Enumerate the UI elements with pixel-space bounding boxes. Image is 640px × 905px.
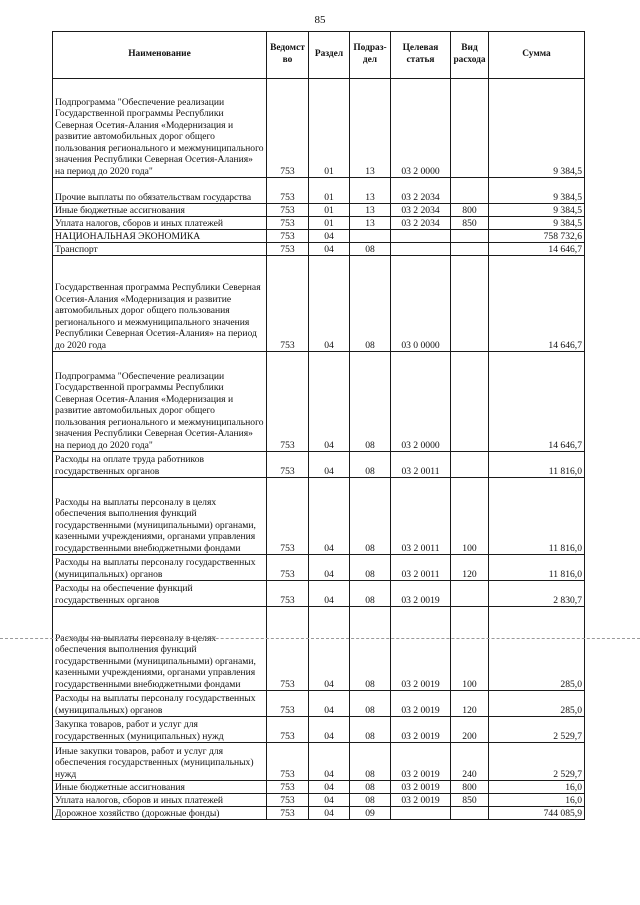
cell-podrazdel: 08 (350, 352, 391, 452)
cell-podrazdel: 08 (350, 743, 391, 781)
cell-ved: 753 (267, 243, 309, 256)
cell-name: Расходы на выплаты персоналу в целях обеспечения выполнения функций государственными (муниципальными) органами, казенными учреждениями, органами управления государственными внебюджетными фондами (53, 607, 267, 691)
cell-vid (451, 352, 489, 452)
cell-sum: 9 384,5 (489, 204, 585, 217)
cell-sum: 285,0 (489, 691, 585, 717)
cell-name: Иные закупки товаров, работ и услуг для обеспечения государственных (муниципальных) нужд (53, 743, 267, 781)
cell-name: Расходы на обеспечение функций государственных органов (53, 581, 267, 607)
table-row (53, 717, 585, 743)
cell-target: 03 2 0000 (391, 352, 451, 452)
cell-razdel: 04 (309, 691, 350, 717)
cell-podrazdel: 08 (350, 691, 391, 717)
cell-vid: 120 (451, 691, 489, 717)
cell-podrazdel: 08 (350, 781, 391, 794)
cell-name: Закупка товаров, работ и услуг для государственных (муниципальных) нужд (53, 717, 267, 743)
cell-razdel: 04 (309, 781, 350, 794)
table-row (53, 452, 585, 478)
cell-target: 03 2 0000 (391, 79, 451, 178)
cell-sum: 14 646,7 (489, 256, 585, 352)
cell-ved: 753 (267, 607, 309, 691)
cell-sum: 285,0 (489, 607, 585, 691)
cell-sum: 11 816,0 (489, 555, 585, 581)
header-sum: Сумма (489, 32, 585, 79)
cell-ved: 753 (267, 717, 309, 743)
page-number: 85 (314, 14, 326, 26)
cell-sum: 11 816,0 (489, 452, 585, 478)
cell-podrazdel: 08 (350, 581, 391, 607)
cell-podrazdel: 13 (350, 79, 391, 178)
header-vedomstvo: Ведомст во (267, 32, 309, 79)
cell-target: 03 2 2034 (391, 204, 451, 217)
cell-sum: 11 816,0 (489, 478, 585, 555)
cell-razdel: 04 (309, 717, 350, 743)
cell-vid (451, 256, 489, 352)
cell-vid: 240 (451, 743, 489, 781)
cell-target: 03 0 0000 (391, 256, 451, 352)
cell-target: 03 2 0019 (391, 781, 451, 794)
cell-podrazdel: 13 (350, 217, 391, 230)
cell-ved: 753 (267, 555, 309, 581)
cell-podrazdel: 13 (350, 178, 391, 204)
cell-name: Дорожное хозяйство (дорожные фонды) (53, 807, 267, 820)
cell-razdel: 04 (309, 256, 350, 352)
cell-ved: 753 (267, 217, 309, 230)
cell-ved: 753 (267, 691, 309, 717)
table-row (53, 807, 585, 820)
cell-razdel: 04 (309, 607, 350, 691)
cell-sum: 2 529,7 (489, 717, 585, 743)
cell-razdel: 04 (309, 352, 350, 452)
table-row (53, 555, 585, 581)
cell-target: 03 2 0011 (391, 555, 451, 581)
cell-vid: 100 (451, 607, 489, 691)
header-razdel: Раздел (309, 32, 350, 79)
cell-ved: 753 (267, 352, 309, 452)
cell-podrazdel: 08 (350, 256, 391, 352)
cell-ved: 753 (267, 256, 309, 352)
cell-ved: 753 (267, 230, 309, 243)
cell-sum: 9 384,5 (489, 178, 585, 204)
cell-sum: 758 732,6 (489, 230, 585, 243)
cell-ved: 753 (267, 204, 309, 217)
cell-razdel: 04 (309, 555, 350, 581)
cell-vid: 800 (451, 204, 489, 217)
cell-ved: 753 (267, 743, 309, 781)
cell-razdel: 04 (309, 452, 350, 478)
cell-ved: 753 (267, 581, 309, 607)
cell-target: 03 2 0019 (391, 691, 451, 717)
cell-sum: 16,0 (489, 794, 585, 807)
cell-sum: 16,0 (489, 781, 585, 794)
cell-vid (451, 178, 489, 204)
cell-vid (451, 807, 489, 820)
cell-ved: 753 (267, 794, 309, 807)
table-row (53, 217, 585, 230)
cell-vid: 850 (451, 794, 489, 807)
cell-target: 03 2 0019 (391, 581, 451, 607)
table-row (53, 607, 585, 691)
cell-target: 03 2 0019 (391, 794, 451, 807)
cell-razdel: 04 (309, 743, 350, 781)
cell-target: 03 2 0019 (391, 717, 451, 743)
cell-vid: 200 (451, 717, 489, 743)
table-row (53, 230, 585, 243)
cell-name: Транспорт (53, 243, 267, 256)
table-header-row (53, 32, 585, 79)
cell-sum: 9 384,5 (489, 217, 585, 230)
cell-razdel: 04 (309, 243, 350, 256)
cell-razdel: 01 (309, 204, 350, 217)
cell-name: Расходы на выплаты персоналу государственных (муниципальных) органов (53, 691, 267, 717)
cell-name: Подпрограмма "Обеспечение реализации Государственной программы Республики Северная Осетия-Алания «Модернизация и развитие автомобильных дорог общего пользования регионального и межмуниципального значения Республики Северная Осетия-Алания» на период до 2020 года" (53, 352, 267, 452)
cell-name: НАЦИОНАЛЬНАЯ ЭКОНОМИКА (53, 230, 267, 243)
header-vid: Вид расхода (451, 32, 489, 79)
cell-name: Иные бюджетные ассигнования (53, 781, 267, 794)
cell-podrazdel: 09 (350, 807, 391, 820)
cell-ved: 753 (267, 79, 309, 178)
scan-fold-line (0, 638, 640, 639)
table-row (53, 691, 585, 717)
cell-podrazdel (350, 230, 391, 243)
cell-vid: 850 (451, 217, 489, 230)
cell-podrazdel: 13 (350, 204, 391, 217)
cell-target (391, 230, 451, 243)
cell-target: 03 2 0011 (391, 452, 451, 478)
header-podrazdel: Подраз- дел (350, 32, 391, 79)
header-target: Целевая статья (391, 32, 451, 79)
table-row (53, 478, 585, 555)
cell-vid (451, 243, 489, 256)
cell-vid (451, 230, 489, 243)
cell-razdel: 01 (309, 217, 350, 230)
cell-vid: 100 (451, 478, 489, 555)
cell-podrazdel: 08 (350, 452, 391, 478)
cell-target (391, 807, 451, 820)
table-row (53, 794, 585, 807)
cell-podrazdel: 08 (350, 478, 391, 555)
table-row (53, 743, 585, 781)
cell-razdel: 04 (309, 807, 350, 820)
cell-vid: 120 (451, 555, 489, 581)
cell-podrazdel: 08 (350, 607, 391, 691)
cell-ved: 753 (267, 478, 309, 555)
cell-target: 03 2 2034 (391, 217, 451, 230)
cell-sum: 2 830,7 (489, 581, 585, 607)
cell-ved: 753 (267, 807, 309, 820)
cell-sum: 14 646,7 (489, 352, 585, 452)
table-row (53, 79, 585, 178)
cell-target: 03 2 0019 (391, 607, 451, 691)
table-row (53, 204, 585, 217)
cell-razdel: 01 (309, 178, 350, 204)
cell-podrazdel: 08 (350, 717, 391, 743)
cell-target: 03 2 0019 (391, 743, 451, 781)
table-row (53, 243, 585, 256)
header-name: Наименование (53, 32, 267, 79)
cell-target (391, 243, 451, 256)
cell-target: 03 2 0011 (391, 478, 451, 555)
cell-ved: 753 (267, 452, 309, 478)
cell-sum: 2 529,7 (489, 743, 585, 781)
cell-vid: 800 (451, 781, 489, 794)
cell-podrazdel: 08 (350, 555, 391, 581)
cell-name: Расходы на оплате труда работников государственных органов (53, 452, 267, 478)
cell-sum: 14 646,7 (489, 243, 585, 256)
cell-razdel: 04 (309, 794, 350, 807)
cell-name: Прочие выплаты по обязательствам государства (53, 178, 267, 204)
table-row (53, 581, 585, 607)
cell-vid (451, 581, 489, 607)
cell-name: Уплата налогов, сборов и иных платежей (53, 794, 267, 807)
table-body (53, 79, 585, 820)
table-row (53, 781, 585, 794)
table-row (53, 352, 585, 452)
table-row (53, 256, 585, 352)
cell-name: Уплата налогов, сборов и иных платежей (53, 217, 267, 230)
cell-podrazdel: 08 (350, 243, 391, 256)
cell-podrazdel: 08 (350, 794, 391, 807)
cell-vid (451, 79, 489, 178)
cell-ved: 753 (267, 178, 309, 204)
cell-name: Расходы на выплаты персоналу в целях обеспечения выполнения функций государственными (муниципальными) органами, казенными учреждениями, органами управления государственными внебюджетными фондами (53, 478, 267, 555)
cell-sum: 744 085,9 (489, 807, 585, 820)
cell-name: Подпрограмма "Обеспечение реализации Государственной программы Республики Северная Осетия-Алания «Модернизация и развитие автомобильных дорог общего пользования регионального и межмуниципального значения Республики Северная Осетия-Алания» на период до 2020 года" (53, 79, 267, 178)
cell-razdel: 04 (309, 230, 350, 243)
cell-vid (451, 452, 489, 478)
cell-razdel: 04 (309, 581, 350, 607)
cell-sum: 9 384,5 (489, 79, 585, 178)
cell-razdel: 04 (309, 478, 350, 555)
cell-name: Расходы на выплаты персоналу государственных (муниципальных) органов (53, 555, 267, 581)
table-row (53, 178, 585, 204)
cell-target: 03 2 2034 (391, 178, 451, 204)
cell-name: Иные бюджетные ассигнования (53, 204, 267, 217)
cell-razdel: 01 (309, 79, 350, 178)
cell-name: Государственная программа Республики Северная Осетия-Алания «Модернизация и развитие автомобильных дорог общего пользования регионального и межмуниципального значения Республики Северная Осетия-Алания» на период до 2020 года (53, 256, 267, 352)
cell-ved: 753 (267, 781, 309, 794)
budget-table (52, 31, 585, 820)
